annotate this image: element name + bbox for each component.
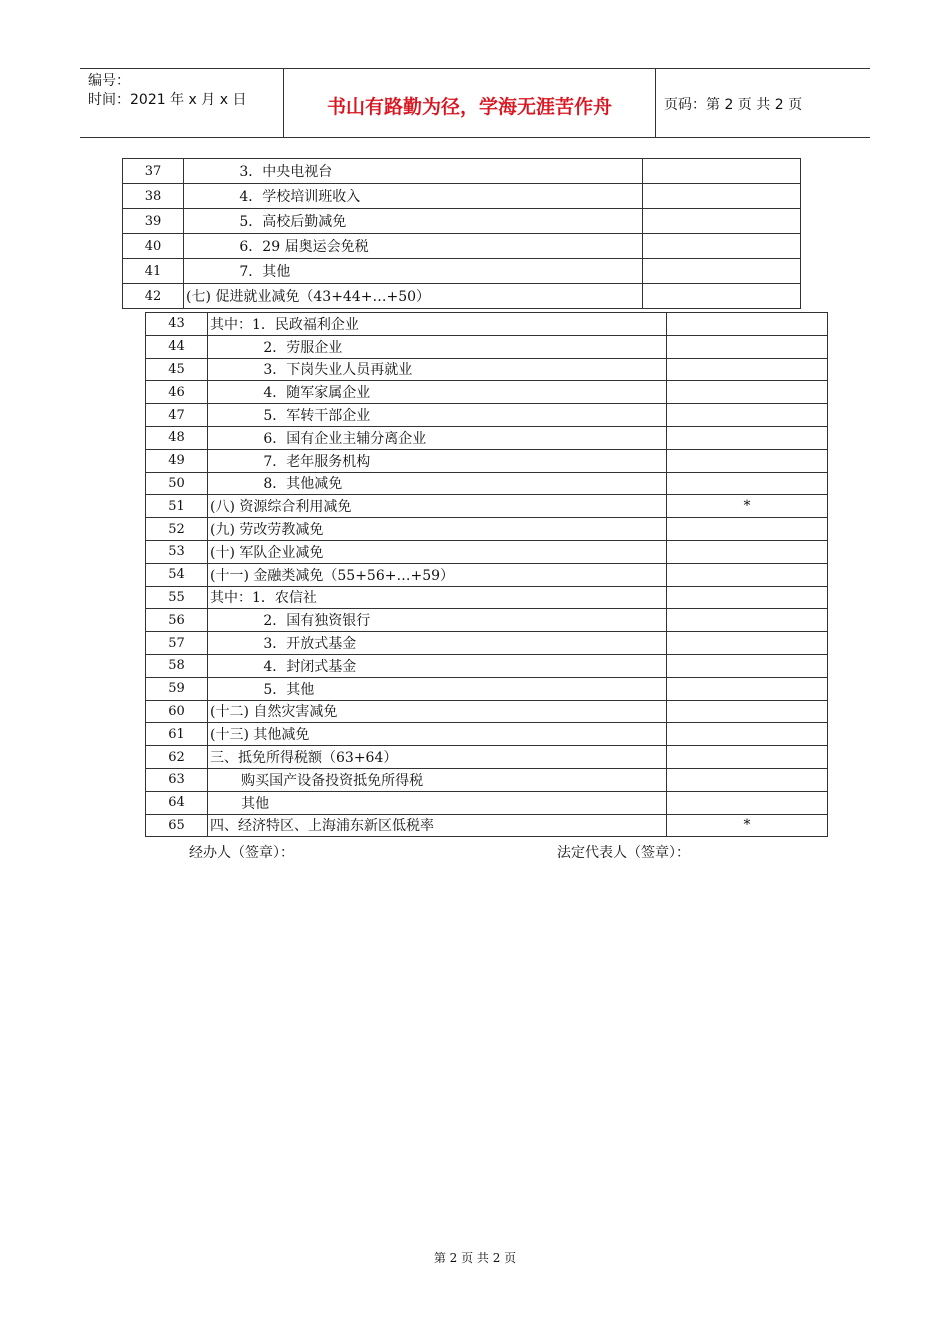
- table-row: [146, 654, 828, 677]
- row-item: 其他: [208, 791, 667, 814]
- row-item: 2．劳服企业: [208, 335, 667, 358]
- row-value: [667, 381, 828, 404]
- row-value: [667, 609, 828, 632]
- table-row: [123, 159, 801, 184]
- row-number: 64: [146, 791, 208, 814]
- header-divider: [655, 69, 656, 137]
- row-number: 42: [123, 284, 184, 309]
- table-row: [146, 632, 828, 655]
- row-value: [643, 159, 801, 184]
- row-item: 7．其他: [184, 259, 643, 284]
- row-number: 56: [146, 609, 208, 632]
- row-number: 48: [146, 426, 208, 449]
- table-row: [146, 746, 828, 769]
- row-number: 45: [146, 358, 208, 381]
- row-number: 65: [146, 814, 208, 837]
- header-meta: [88, 72, 246, 110]
- table-row: [123, 234, 801, 259]
- table-row: [123, 184, 801, 209]
- table-row: [123, 209, 801, 234]
- table-row: [146, 518, 828, 541]
- row-item: (八) 资源综合利用减免: [208, 495, 667, 518]
- row-number: 40: [123, 234, 184, 259]
- row-number: 53: [146, 540, 208, 563]
- table-row: [146, 335, 828, 358]
- row-number: 50: [146, 472, 208, 495]
- table-row: [146, 768, 828, 791]
- row-value: [667, 563, 828, 586]
- table-row: [146, 313, 828, 336]
- row-item: 2．国有独资银行: [208, 609, 667, 632]
- row-value: [667, 700, 828, 723]
- table-row: [146, 426, 828, 449]
- row-number: 37: [123, 159, 184, 184]
- row-value: [667, 632, 828, 655]
- row-item: 5．高校后勤减免: [184, 209, 643, 234]
- row-value: [667, 449, 828, 472]
- row-value: [643, 209, 801, 234]
- row-value: [667, 586, 828, 609]
- row-item: 4．学校培训班收入: [184, 184, 643, 209]
- row-item: 3．开放式基金: [208, 632, 667, 655]
- row-value: [667, 768, 828, 791]
- table-row: [146, 677, 828, 700]
- row-value: [667, 472, 828, 495]
- row-number: 58: [146, 654, 208, 677]
- table-row: [146, 495, 828, 518]
- row-value: [667, 313, 828, 336]
- row-item: 6．国有企业主辅分离企业: [208, 426, 667, 449]
- row-number: 52: [146, 518, 208, 541]
- legal-rep-signature-label: 法定代表人（签章）：: [557, 845, 690, 861]
- row-item: 3．中央电视台: [184, 159, 643, 184]
- row-value: [667, 426, 828, 449]
- table-row: [146, 540, 828, 563]
- row-item: 4．封闭式基金: [208, 654, 667, 677]
- table-row: [146, 723, 828, 746]
- row-item: (十一) 金融类减免（55+56+…+59）: [208, 563, 667, 586]
- row-number: 44: [146, 335, 208, 358]
- row-number: 39: [123, 209, 184, 234]
- table-row: [146, 700, 828, 723]
- header-motto: 书山有路勤为径，学海无涯苦作舟: [326, 96, 612, 118]
- row-number: 38: [123, 184, 184, 209]
- row-value: [643, 234, 801, 259]
- row-number: 61: [146, 723, 208, 746]
- row-number: 46: [146, 381, 208, 404]
- row-number: 43: [146, 313, 208, 336]
- row-item: 8．其他减免: [208, 472, 667, 495]
- tax-table-bottom: [145, 312, 828, 837]
- row-item: (十) 军队企业减免: [208, 540, 667, 563]
- row-value: [667, 540, 828, 563]
- row-item: 4．随军家属企业: [208, 381, 667, 404]
- row-item: 5．其他: [208, 677, 667, 700]
- page-header: [80, 68, 870, 138]
- row-item: 3．下岗失业人员再就业: [208, 358, 667, 381]
- table-row: [123, 284, 801, 309]
- row-value: [667, 654, 828, 677]
- serial-label: 编号：: [88, 73, 130, 89]
- row-item: (七) 促进就业减免（43+44+…+50）: [184, 284, 643, 309]
- row-number: 51: [146, 495, 208, 518]
- table-row: [146, 609, 828, 632]
- row-number: 60: [146, 700, 208, 723]
- row-item: 其中：1．农信社: [208, 586, 667, 609]
- row-number: 57: [146, 632, 208, 655]
- row-value: [667, 791, 828, 814]
- row-number: 49: [146, 449, 208, 472]
- time-label: 时间：2021 年 x 月 x 日: [88, 92, 247, 108]
- row-value: [667, 723, 828, 746]
- row-number: 41: [123, 259, 184, 284]
- row-number: 62: [146, 746, 208, 769]
- row-number: 55: [146, 586, 208, 609]
- table-row: [146, 449, 828, 472]
- table-row: [146, 586, 828, 609]
- row-value: [667, 746, 828, 769]
- row-item: (九) 劳改劳教减免: [208, 518, 667, 541]
- row-value: [643, 284, 801, 309]
- row-value: [667, 677, 828, 700]
- row-item: 购买国产设备投资抵免所得税: [208, 768, 667, 791]
- row-item: (十三) 其他减免: [208, 723, 667, 746]
- row-number: 47: [146, 404, 208, 427]
- row-item: 三、抵免所得税额（63+64）: [208, 746, 667, 769]
- table-row: [146, 381, 828, 404]
- row-item: (十二) 自然灾害减免: [208, 700, 667, 723]
- table-row: [146, 472, 828, 495]
- row-item: 四、经济特区、上海浦东新区低税率: [208, 814, 667, 837]
- row-item: 6．29 届奥运会免税: [184, 234, 643, 259]
- table-row: [146, 358, 828, 381]
- row-value: [667, 335, 828, 358]
- header-page-info: 页码：第 2 页 共 2 页: [664, 97, 803, 113]
- table-row: [146, 563, 828, 586]
- handler-signature-label: 经办人（签章）：: [189, 845, 294, 861]
- row-item: 其中：1．民政福利企业: [208, 313, 667, 336]
- row-number: 63: [146, 768, 208, 791]
- row-value: [667, 518, 828, 541]
- row-value: [667, 404, 828, 427]
- row-number: 54: [146, 563, 208, 586]
- row-value: [643, 184, 801, 209]
- table-row: [146, 814, 828, 837]
- row-value: *: [667, 814, 828, 837]
- tax-table-top: [122, 158, 801, 309]
- row-value: [667, 358, 828, 381]
- table-row: [123, 259, 801, 284]
- row-item: 5．军转干部企业: [208, 404, 667, 427]
- table-row: [146, 404, 828, 427]
- table-row: [146, 791, 828, 814]
- row-number: 59: [146, 677, 208, 700]
- row-item: 7．老年服务机构: [208, 449, 667, 472]
- row-value: *: [667, 495, 828, 518]
- page-footer: 第 2 页 共 2 页: [433, 1251, 517, 1265]
- row-value: [643, 259, 801, 284]
